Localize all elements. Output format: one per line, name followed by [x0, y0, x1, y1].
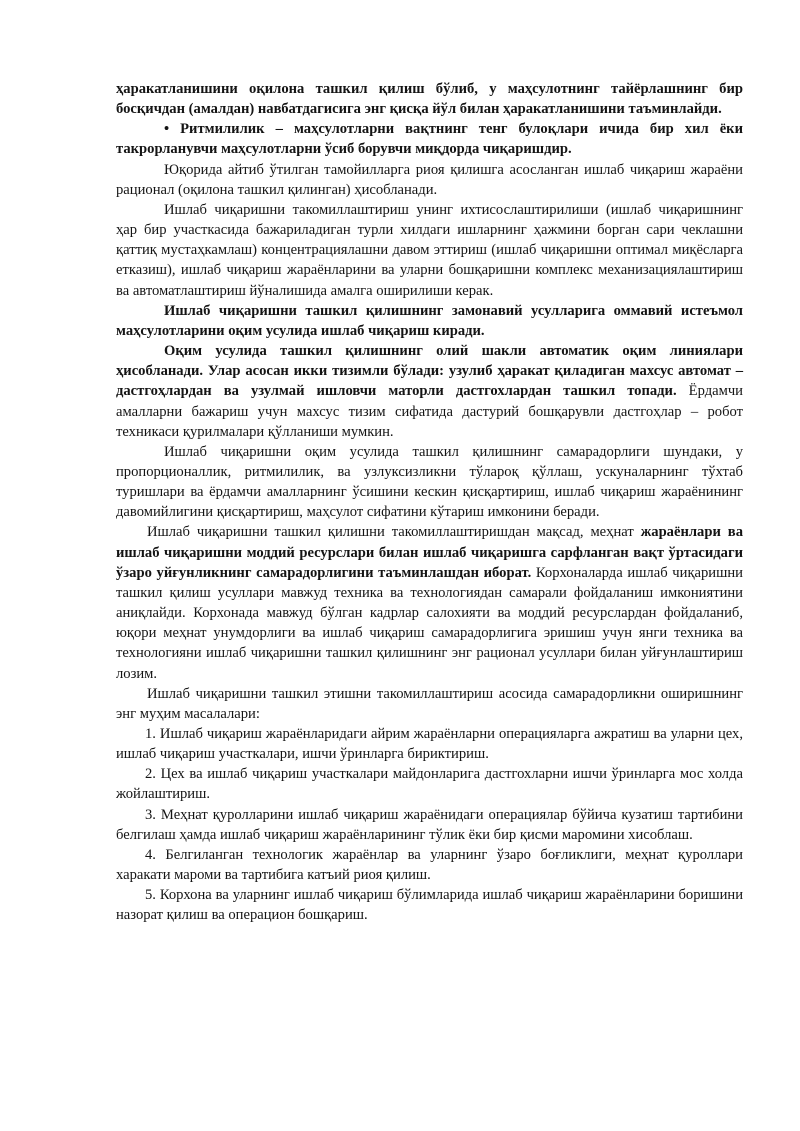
- paragraph: Ишлаб чиқаришни ташкил қилишни такомиллаштиришдан мақсад, меҳнат жараёнлари ва ишлаб чиқаришни моддий ресурслари билан ишлаб чиқаришга сарфланган вақт ўртасидаги ўзаро уйғунликнинг самарадорлигини таъминлашдан иборат. Корхоналарда ишлаб чиқаришни ташкил қилиш усуллари мавжуд техника ва технологиядан самарали фойдаланиш имкониятини аниқлайди. Корхонада мавжуд бўлган кадрлар салохияти ва моддий ресурслардан фойдаланиб, юқори меҳнат унумдорлиги ва ишлаб чиқариш самарадорлигига эришиш учун янги техника ва технологияни ишлаб чиқаришни ташкил қилишнинг энг рационал усуллари билан уйғунлаштириш лозим.: [116, 524, 743, 682]
- list-item: 2. Цех ва ишлаб чиқариш участкалари майдонларига дастгохларни ишчи ўринларга мос холда жойлаштириш.: [116, 766, 743, 803]
- paragraph: Ишлаб чиқаришни ташкил қилишнинг замонавий усулларига оммавий истеъмол маҳсулотларини оқим усулида ишлаб чиқариш киради.: [116, 302, 743, 339]
- list-item: 5. Корхона ва уларнинг ишлаб чиқариш бўлимларида ишлаб чиқариш жараёнларини боришини назорат қилиш ва операцион бошқариш.: [116, 887, 743, 924]
- paragraph: Оқим усулида ташкил қилишнинг олий шакли автоматик оқим линиялари ҳисобланади. Улар асосан икки тизимли бўлади: узулиб ҳаракат қиладиган махсус автомат – дастгоҳлардан ва узулмай ишловчи маторли дастгохлардан ташкил топади. Ёрдамчи амалларни бажариш учун махсус тизим сифатида дастурий бошқарувли дастгоҳлар – робот техникаси қурилмалари қўлланиши мумкин.: [116, 343, 743, 440]
- paragraph: Ишлаб чиқаришни такомиллаштириш унинг ихтисослаштирилиши (ишлаб чиқаришнинг ҳар бир участкасида бажариладиган турли хилдаги ишларнинг ҳажмини борган сари чеклашни қаттиқ мустаҳкамлаш) концентрациялашни давом эттириш (ишлаб чиқаришни оптимал миқёсларга етказиш), ишлаб чиқариш жараёнларини ва уларни бошқаришни комплекс механизациялаштириш ва автоматлаштириш йўналишида амалга оширилиши керак.: [116, 201, 743, 299]
- paragraph: ҳаракатланишини оқилона ташкил қилиш бўлиб, у маҳсулотнинг тайёрлашнинг бир босқичдан (амалдан) навбатдагисига энг қисқа йўл билан ҳаракатланишини таъминлайди.: [116, 81, 743, 118]
- list-item: 3. Меҳнат қуролларини ишлаб чиқариш жараёнидаги операциялар бўйича кузатиш тартибини белгилаш ҳамда ишлаб чиқариш жараёнларининг тўлик ёки бир қисми маромини хисоблаш.: [116, 806, 743, 843]
- document-page: [116, 79, 743, 926]
- paragraph: Ишлаб чиқаришни оқим усулида ташкил қилишнинг самарадорлиги шундаки, у пропорционаллик, ритмилилик, ва узлуксизликни тўлароқ қўллаш, ускуналарнинг тўхтаб туришлари ва ёрдамчи амалларнинг ўсишини кескин қисқартириш, ишлаб чиқариш жараёнининг давомийлигини қисқартириш, маҳсулот сифатини кўтариш имконини беради.: [116, 443, 743, 521]
- paragraph: Юқорида айтиб ўтилган тамойилларга риоя қилишга асосланган ишлаб чиқариш жараёни рационал (оқилона ташкил қилинган) ҳисобланади.: [116, 161, 743, 198]
- list-item: 1. Ишлаб чиқариш жараёнларидаги айрим жараёнларни операцияларга ажратиш ва уларни цех, ишлаб чиқариш участкалари, ишчи ўринларга бириктириш.: [116, 726, 743, 763]
- paragraph-bullet-rhythm: • Ритмилилик – маҳсулотларни вақтнинг тенг булоқлари ичида бир хил ёки такрорланувчи маҳсулотларни ўсиб борувчи миқдорда чиқаришдир.: [116, 121, 743, 158]
- list-item: 4. Белгиланган технологик жараёнлар ва уларнинг ўзаро боғликлиги, меҳнат қуроллари харакати мароми ва тартибига катъий риоя қилиш.: [116, 846, 743, 884]
- paragraph: Ишлаб чиқаришни ташкил этишни такомиллаштириш асосида самарадорликни оширишнинг энг муҳим масалалари:: [116, 685, 743, 722]
